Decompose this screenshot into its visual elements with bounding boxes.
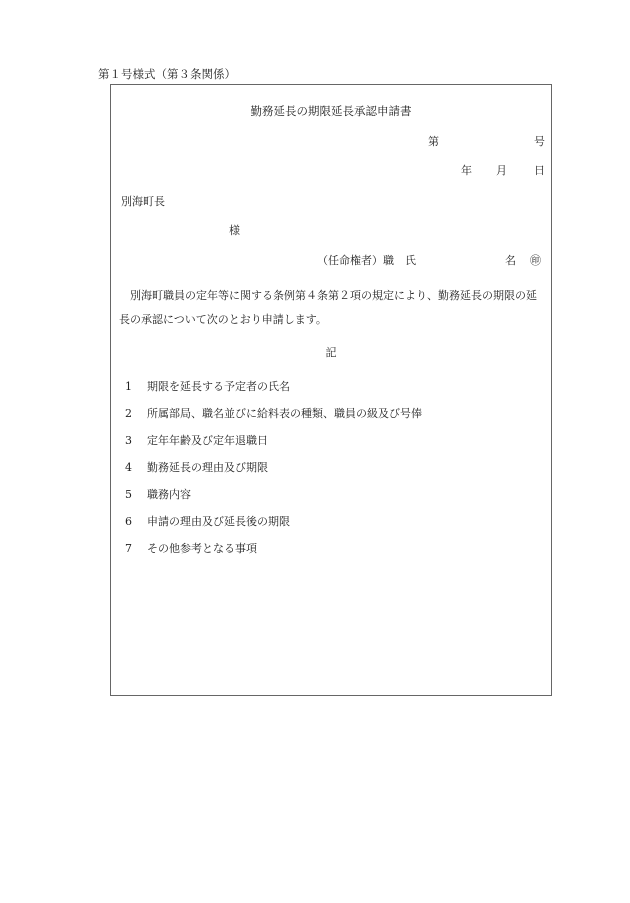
item-number: 5 — [125, 488, 132, 501]
item-number: 7 — [125, 542, 132, 555]
list-item — [125, 486, 191, 502]
item-number: 4 — [125, 461, 132, 474]
form-number-label: 第１号様式（第３条関係） — [98, 67, 236, 81]
applicant-name-label: 名 — [505, 254, 516, 267]
list-item — [125, 513, 290, 529]
item-text: 定年年齢及び定年退職日 — [147, 434, 268, 447]
item-text: 申請の理由及び延長後の期限 — [147, 515, 290, 528]
ki-heading: 記 — [325, 346, 337, 359]
item-number: 2 — [125, 407, 132, 420]
document-number-go: 号 — [534, 135, 545, 148]
item-text: 職務内容 — [147, 488, 191, 501]
application-statement: 別海町職員の定年等に関する条例第４条第２項の規定により、勤務延長の期限の延長の承認について次のとおり申請します。 — [119, 289, 537, 326]
date-month-label: 月 — [496, 164, 507, 177]
honorific: 様 — [229, 224, 240, 237]
item-text: 所属部局、職名並びに給料表の種類、職員の級及び号俸 — [147, 407, 422, 420]
item-text: 勤務延長の理由及び期限 — [147, 461, 268, 474]
date-day-label: 日 — [534, 164, 545, 177]
item-text: その他参考となる事項 — [147, 542, 257, 555]
item-text: 期限を延長する予定者の氏名 — [147, 380, 290, 393]
document-number-dai: 第 — [428, 135, 439, 148]
form-frame — [110, 84, 552, 696]
item-number: 3 — [125, 434, 132, 447]
form-title: 勤務延長の期限延長承認申請書 — [250, 104, 412, 118]
list-item — [125, 405, 422, 421]
list-item — [125, 378, 290, 394]
applicant-label: （任命権者）職 氏 — [317, 254, 416, 267]
list-item — [125, 540, 257, 556]
list-item — [125, 432, 268, 448]
item-number: 1 — [125, 380, 132, 393]
item-number: 6 — [125, 515, 132, 528]
seal-mark: ㊞ — [530, 254, 541, 267]
addressee: 別海町長 — [121, 195, 165, 208]
list-item — [125, 459, 268, 475]
date-year-label: 年 — [461, 164, 472, 177]
